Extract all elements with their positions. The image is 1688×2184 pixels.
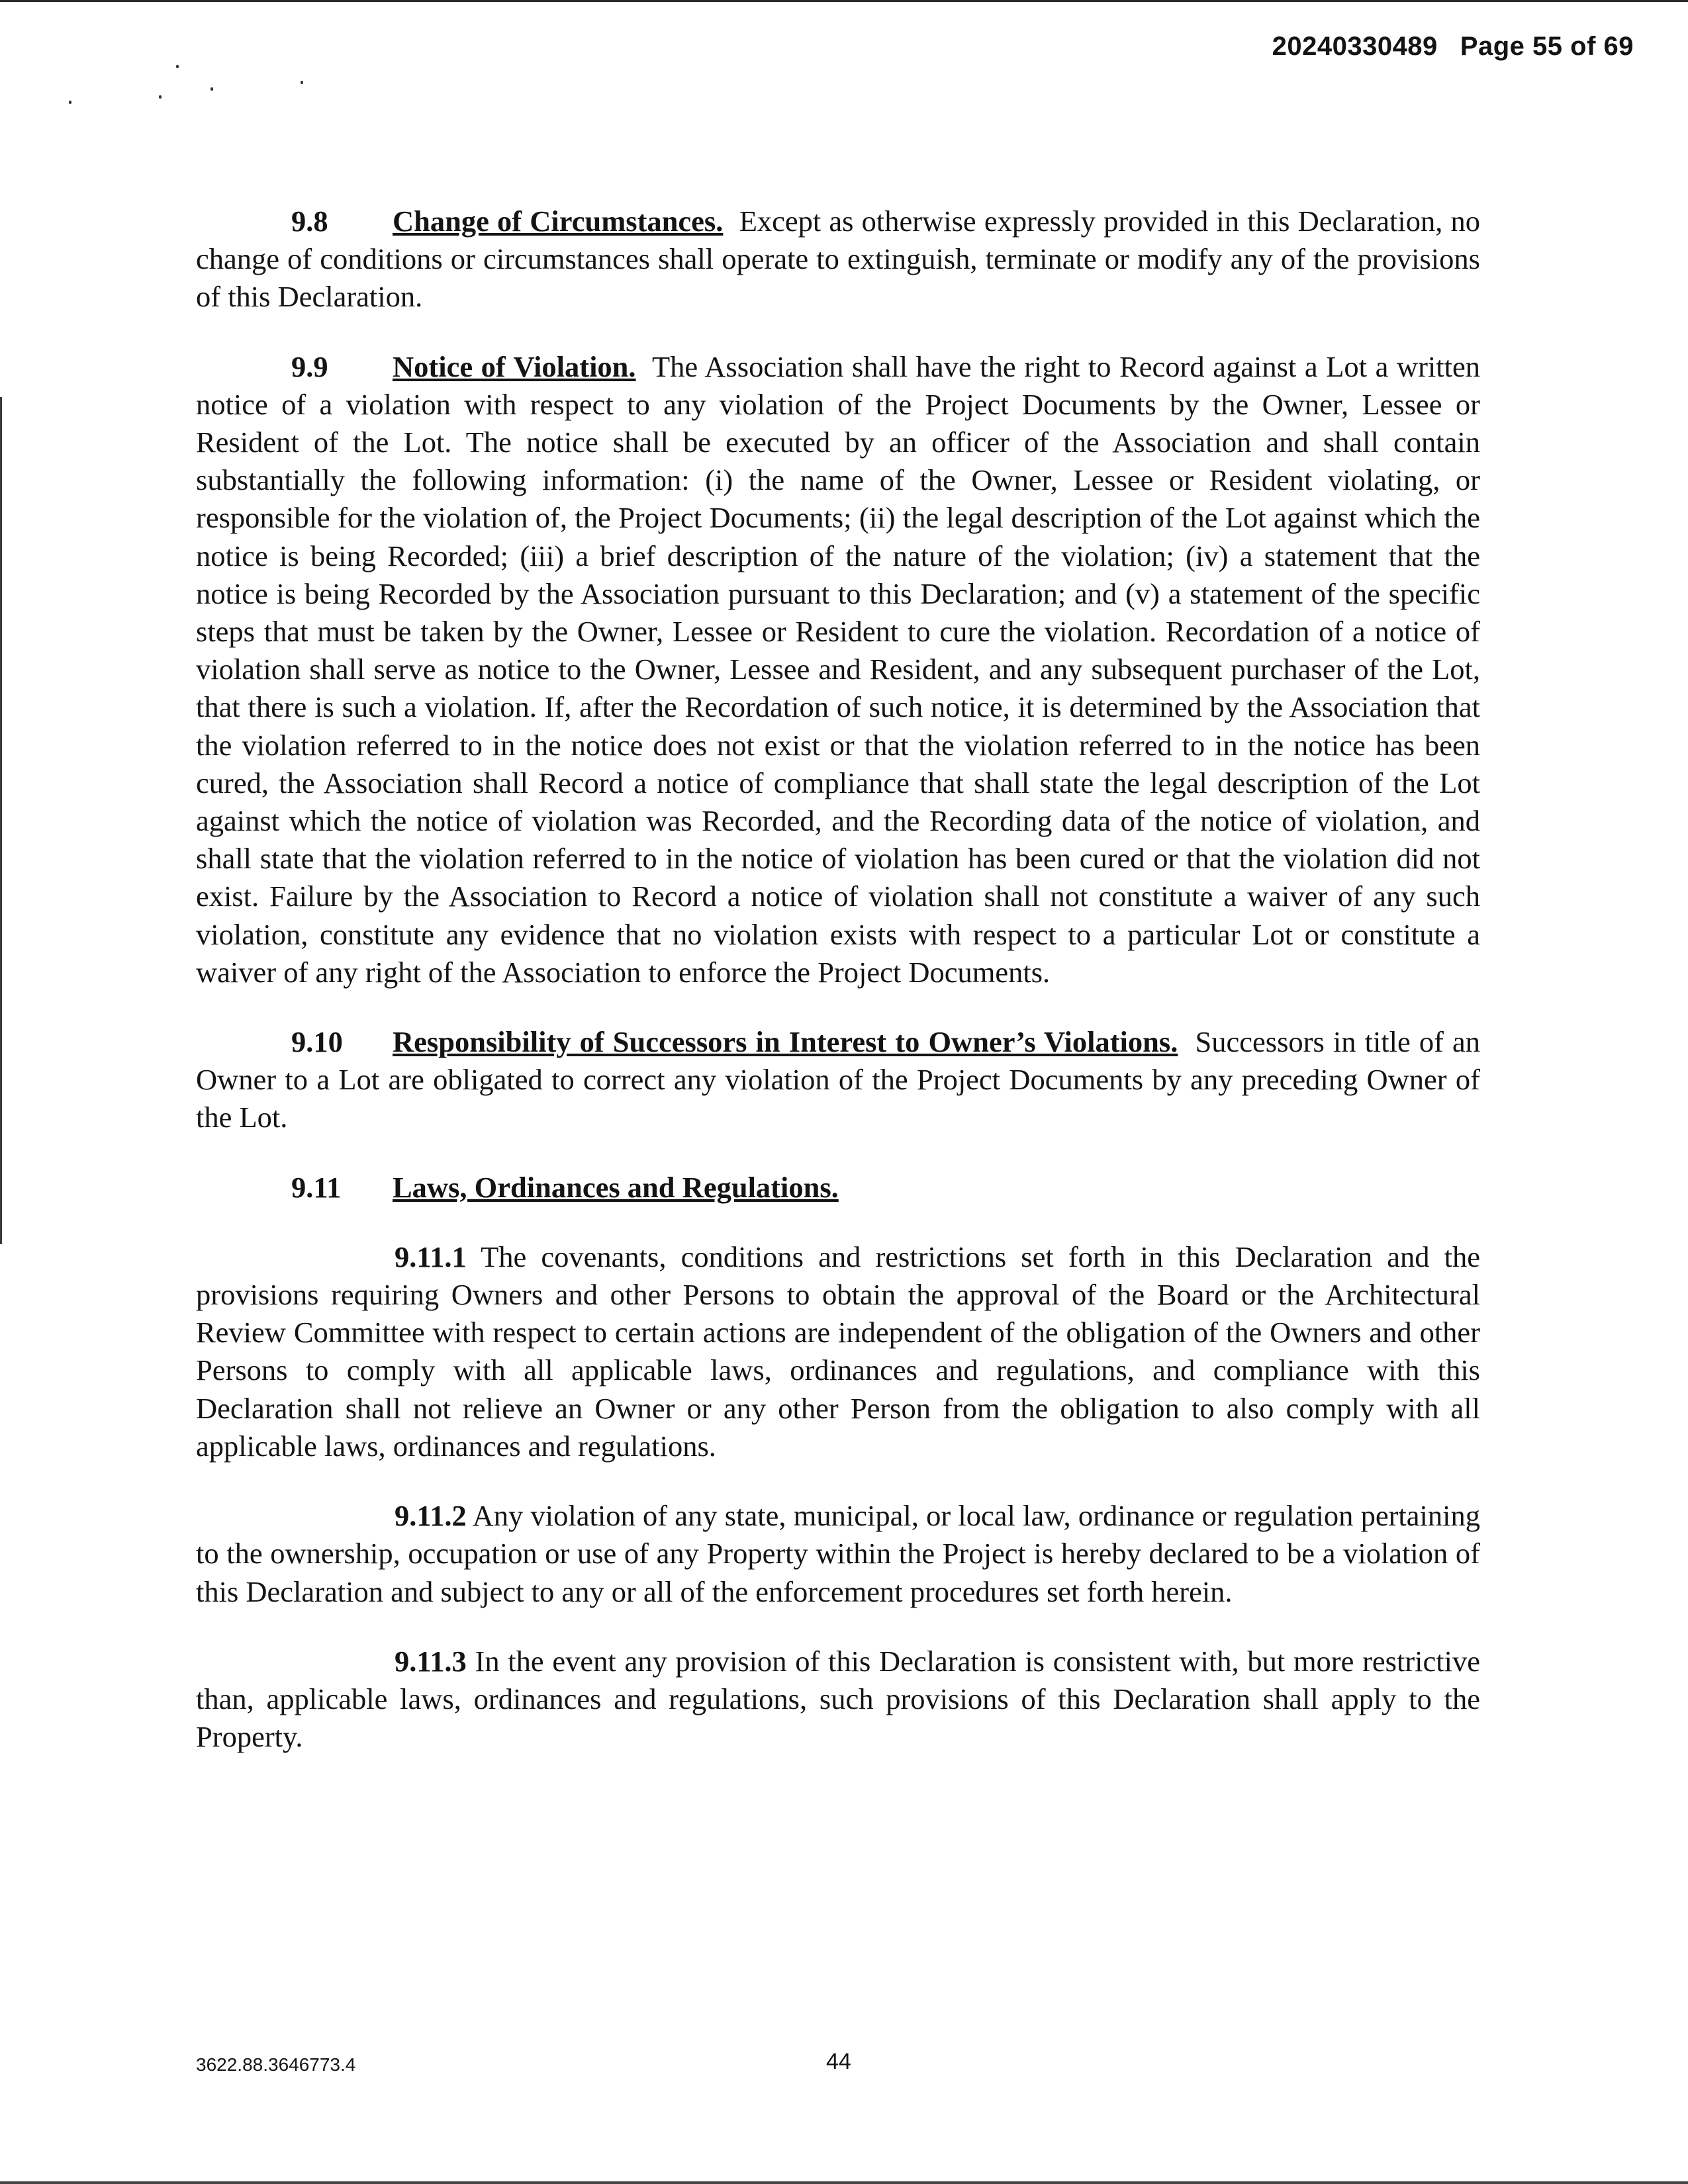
section-heading: Change of Circumstances. xyxy=(393,205,724,238)
subsection-text: Any violation of any state, municipal, or local law, ordinance or regulation pertaining to the ownership, occupation or use of any Property within the Project is hereby declared to be a violation of this Declaration and subject to any or all of the enforcement procedures set forth herein. xyxy=(196,1499,1481,1608)
scan-speck xyxy=(301,81,303,84)
section-number: 9.9 xyxy=(291,349,328,383)
footer-document-id: 3622.88.3646773.4 xyxy=(196,2054,356,2075)
section-text: Successors in title of an Owner to a Lot are obligated to correct any violation of the Project Documents by any preceding Owner of the Lot. xyxy=(196,1025,1481,1134)
subsection-9-11-2 xyxy=(196,1497,1480,1611)
section-text: The Association shall have the right to Record against a Lot a written notice of a violation with respect to any violation of the Project Documents by the Owner, Lessee or Resident of the Lot. The notice shall be executed by an officer of the Association and shall contain substantially the following information: (i) the name of the Owner, Lessee or Resident violating, or responsible for the violation of, the Project Documents; (ii) the legal description of the Lot against which the notice is being Recorded; (iii) a brief description of the nature of the violation; (iv) a statement that the notice is being Recorded by the Association pursuant to this Declaration; and (v) a statement of the specific steps that must be taken by the Owner, Lessee or Resident to cure the violation. Recordation of a notice of violation shall serve as notice to the Owner, Lessee and Resident, and any subsequent purchaser of the Lot, that there is such a violation. If, after the Recordation of such notice, it is determined by the Association that the violation referred to in the notice does not exist or that the violation referred to in the notice has been cured, the Association shall Record a notice of compliance that shall state the legal description of the Lot against which the notice of violation was Recorded, and the Recording data of the notice of violation, and shall state that the violation referred to in the notice of violation has been cured or that the violation did not exist. Failure by the Association to Record a notice of violation shall not constitute a waiver of any such violation, constitute any evidence that no violation exists with respect to a particular Lot or constitute a waiver of any right of the Association to enforce the Project Documents. xyxy=(196,349,1480,989)
section-number: 9.8 xyxy=(291,205,328,238)
subsection-number: 9.11.3 xyxy=(395,1644,467,1678)
page-count-label: Page 55 of 69 xyxy=(1460,32,1634,61)
section-9-11 xyxy=(196,1169,1480,1206)
recording-number: 20240330489 xyxy=(1272,32,1438,61)
subsection-number: 9.11.2 xyxy=(395,1499,467,1533)
page-edge-top xyxy=(0,0,1688,2)
section-heading: Responsibility of Successors in Interest to Owner’s Violations. xyxy=(393,1025,1178,1059)
scan-speck xyxy=(176,65,179,68)
subsection-text: In the event any provision of this Declaration is consistent with, but more restrictive than, applicable laws, ordinances and regulations, such provisions of this Declaration shall apply to the Property. xyxy=(196,1644,1481,1754)
section-9-10 xyxy=(196,1023,1480,1137)
section-number: 9.11 xyxy=(291,1170,342,1204)
footer-page-number: 44 xyxy=(826,2049,851,2074)
subsection-9-11-1 xyxy=(196,1238,1480,1465)
recording-stamp xyxy=(1272,32,1634,62)
section-heading: Laws, Ordinances and Regulations. xyxy=(393,1170,839,1204)
section-number: 9.10 xyxy=(291,1025,343,1059)
subsection-number: 9.11.1 xyxy=(395,1240,467,1273)
subsection-9-11-3 xyxy=(196,1643,1480,1756)
page-edge-left xyxy=(0,397,2,1244)
scan-speck xyxy=(211,87,213,91)
section-9-8 xyxy=(196,203,1480,316)
subsection-text: The covenants, conditions and restrictions set forth in this Declaration and the provisions requiring Owners and other Persons to obtain the approval of the Board or the Architectural Review Committee with respect to certain actions are independent of the obligation of the Owners and other Persons to comply with all applicable laws, ordinances and regulations, and compliance with this Declaration shall not relieve an Owner or any other Person from the obligation to also comply with all applicable laws, ordinances and regulations. xyxy=(196,1240,1480,1463)
document-body xyxy=(196,203,1480,1788)
section-heading: Notice of Violation. xyxy=(393,349,636,383)
section-text: Except as otherwise expressly provided in this Declaration, no change of conditions or circumstances shall operate to extinguish, terminate or modify any of the provisions of this Declaration. xyxy=(196,205,1480,314)
scan-speck xyxy=(159,95,162,99)
scan-speck xyxy=(69,101,71,104)
page-edge-bottom xyxy=(0,2181,1688,2184)
section-9-9 xyxy=(196,348,1480,991)
